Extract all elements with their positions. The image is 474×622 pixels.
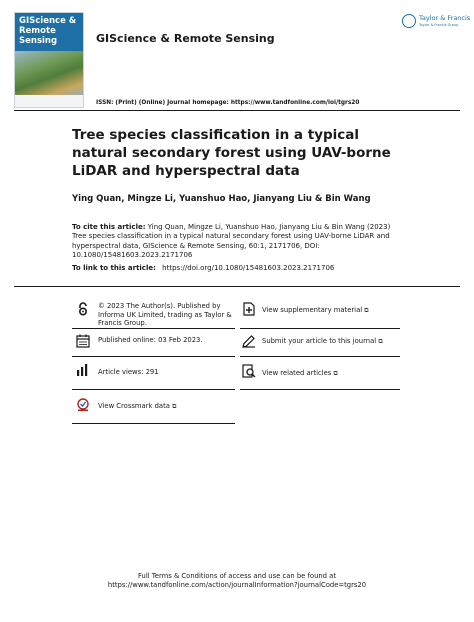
citation-text: Ying Quan, Mingze Li, Yuanshuo Hao, Jianyang Liu & Bin Wang (2023) Tree species classification in a typical natural secondary forest using UAV-borne LiDAR and hyperspectral data, GIScience & Remote Sensing, 60:1, 2171706, DOI: bbox=[72, 223, 391, 250]
right-rule-2 bbox=[240, 356, 400, 357]
search-document-icon bbox=[242, 364, 256, 378]
issn-homepage-line[interactable]: ISSN: (Print) (Online) Journal homepage: https://www.tandfonline.com/loi/tgrs20 bbox=[96, 100, 360, 106]
crossmark-link[interactable] bbox=[98, 402, 238, 412]
external-link-icon: ⧉ bbox=[378, 338, 383, 345]
article-link-label: To link to this article: bbox=[72, 264, 156, 272]
citation-block bbox=[72, 223, 392, 261]
journal-name: GIScience & Remote Sensing bbox=[96, 32, 275, 45]
external-link-icon: ⧉ bbox=[333, 370, 338, 377]
cover-title-line2: Remote Sensing bbox=[19, 26, 58, 46]
citation-divider bbox=[14, 286, 460, 287]
cover-title-line1: GIScience & bbox=[19, 16, 77, 26]
left-rule-4 bbox=[72, 423, 235, 424]
footer bbox=[0, 572, 474, 589]
right-rule-3 bbox=[240, 389, 400, 390]
left-rule-2 bbox=[72, 356, 235, 357]
tf-logo-name: Taylor & Francis bbox=[419, 14, 471, 22]
pencil-edit-icon bbox=[242, 334, 256, 348]
article-authors: Ying Quan, Mingze Li, Yuanshuo Hao, Jianyang Liu & Bin Wang bbox=[72, 194, 371, 204]
bar-chart-icon bbox=[76, 363, 90, 377]
crossmark-label: View Crossmark data bbox=[98, 402, 170, 410]
open-lock-icon bbox=[76, 302, 90, 316]
published-date: Published online: 03 Feb 2023. bbox=[98, 336, 203, 344]
calendar-icon bbox=[76, 334, 90, 348]
supplementary-link[interactable] bbox=[262, 306, 402, 316]
cover-title bbox=[15, 13, 83, 51]
external-link-icon: ⧉ bbox=[172, 403, 177, 410]
article-title: Tree species classification in a typical natural secondary forest using UAV-borne LiDAR and hyperspectral data bbox=[72, 127, 391, 179]
article-link-url[interactable]: https://doi.org/10.1080/15481603.2023.2171706 bbox=[162, 264, 335, 272]
journal-cover-image bbox=[14, 12, 84, 108]
article-link-line bbox=[72, 264, 334, 272]
left-rule-1 bbox=[72, 328, 235, 329]
submit-article-link[interactable] bbox=[262, 337, 412, 347]
crossmark-icon bbox=[76, 398, 90, 412]
taylor-francis-logo[interactable] bbox=[402, 12, 471, 34]
right-rule-1 bbox=[240, 328, 400, 329]
citation-label: To cite this article: bbox=[72, 223, 146, 231]
supplementary-label: View supplementary material bbox=[262, 306, 363, 314]
license-text: © 2023 The Author(s). Published by Informa UK Limited, trading as Taylor & Francis Group. bbox=[98, 302, 232, 327]
document-plus-icon bbox=[242, 302, 256, 316]
footer-terms: Full Terms & Conditions of access and use can be found at bbox=[138, 572, 336, 580]
left-rule-3 bbox=[72, 389, 235, 390]
article-views: Article views: 291 bbox=[98, 368, 159, 376]
citation-doi-link[interactable]: 10.1080/15481603.2023.2171706 bbox=[72, 251, 193, 260]
header-divider bbox=[14, 110, 460, 111]
related-articles-link[interactable] bbox=[262, 369, 402, 379]
tf-logo-tagline: Taylor & Francis Group bbox=[419, 23, 459, 27]
tf-logo-icon bbox=[402, 14, 416, 28]
cover-footer-strip bbox=[15, 95, 84, 107]
cover-map-image bbox=[15, 51, 84, 97]
footer-terms-url[interactable]: https://www.tandfonline.com/action/journalInformation?journalCode=tgrs20 bbox=[107, 580, 367, 589]
submit-label: Submit your article to this journal bbox=[262, 337, 377, 345]
external-link-icon: ⧉ bbox=[364, 307, 369, 314]
related-label: View related articles bbox=[262, 369, 332, 377]
